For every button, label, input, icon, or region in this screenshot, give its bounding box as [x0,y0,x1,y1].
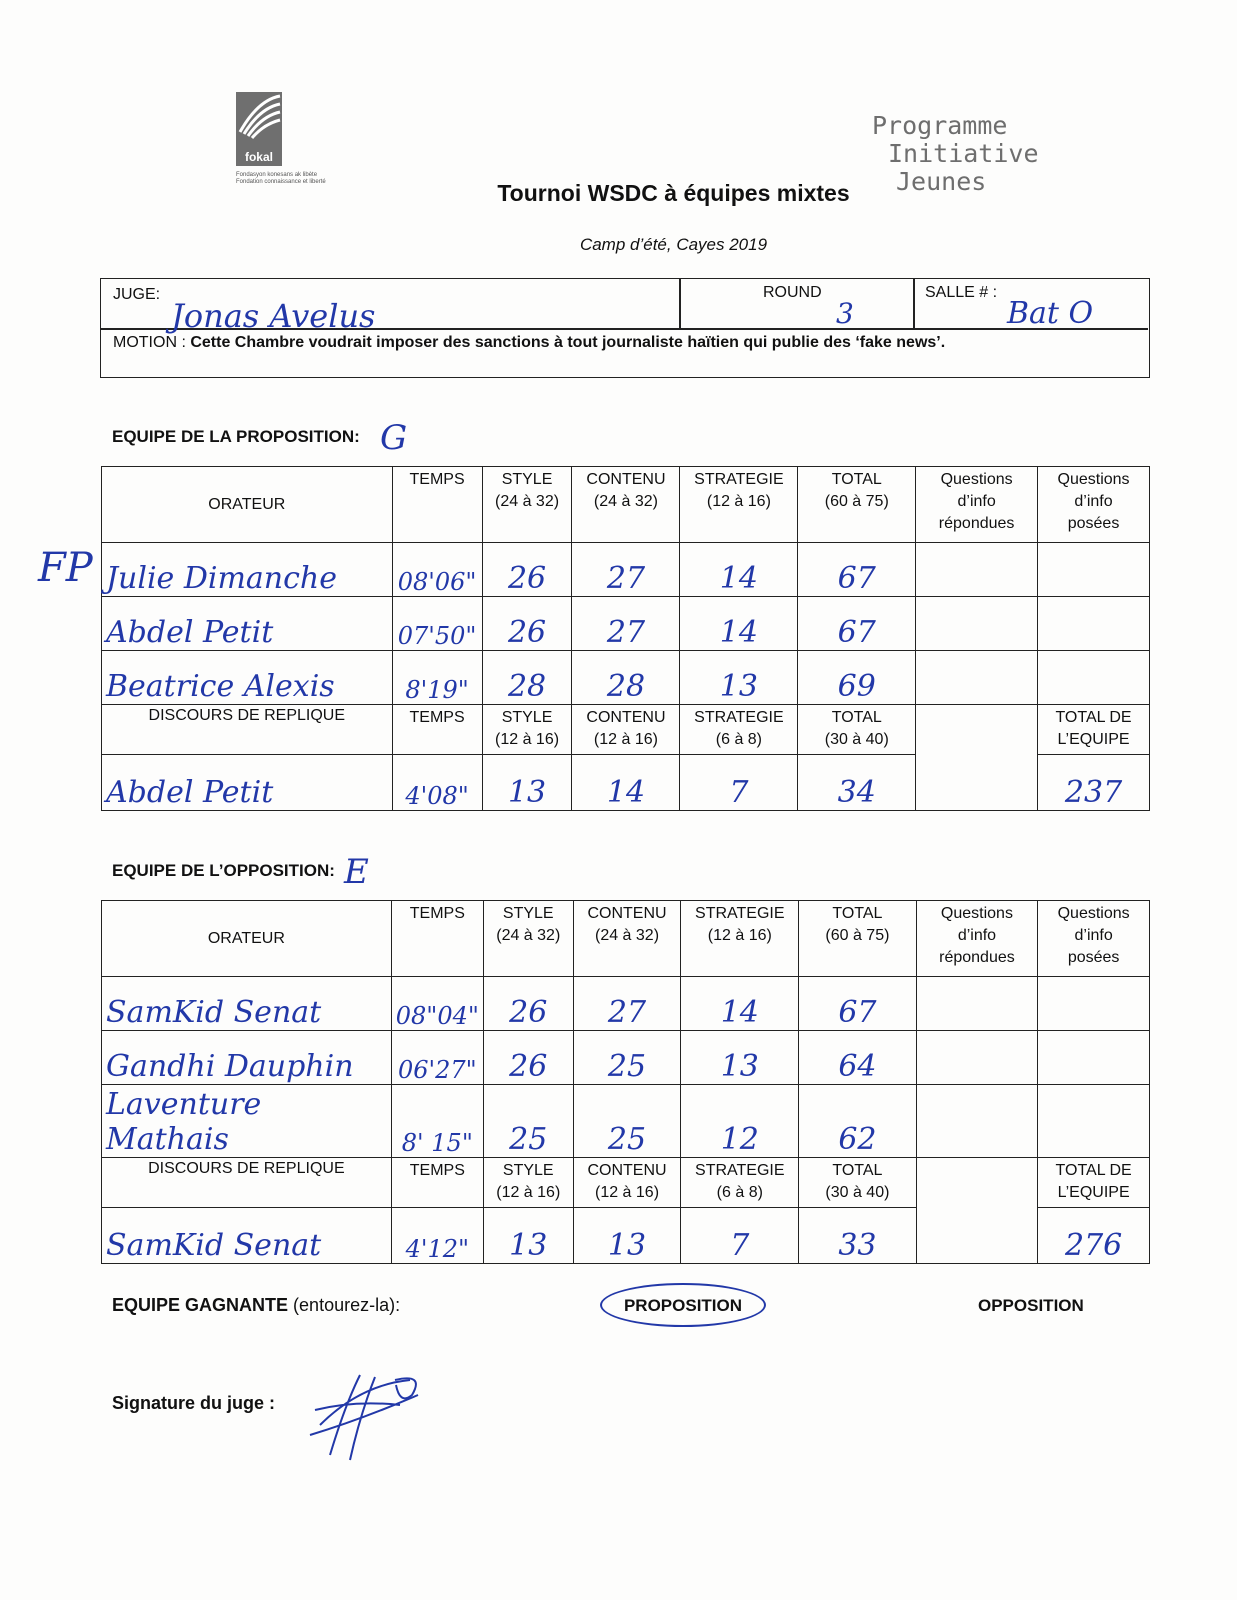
speaker-temps: 06'27" [391,1031,483,1085]
reply-total: 34 [798,755,916,811]
col-style: STYLE (24 à 32) [483,901,573,977]
speaker-total: 67 [798,597,916,651]
table-row [102,977,1150,1031]
salle-value: Bat O [1007,296,1094,331]
winner-option-proposition[interactable]: PROPOSITION [623,1296,743,1315]
col-contenu: CONTENU (12 à 16) [572,705,680,755]
speaker-strategie: 14 [680,543,798,597]
col-contenu: CONTENU (12 à 16) [573,1158,681,1208]
reply-contenu: 14 [572,755,680,811]
fokal-emblem-icon [236,92,282,148]
team-total: 237 [1038,755,1150,811]
reply-style: 13 [482,755,572,811]
speaker-name: Abdel Petit [102,597,393,651]
winner-prompt [112,1295,400,1316]
table-row [102,1031,1150,1085]
speaker-name: Beatrice Alexis [102,651,393,705]
speaker-temps: 07'50" [392,597,482,651]
speaker-style: 25 [483,1085,573,1158]
table-header-row [102,901,1150,977]
speaker-total: 64 [799,1031,916,1085]
proposition-label: EQUIPE DE LA PROPOSITION: [112,427,360,446]
speaker-contenu: 27 [573,977,681,1031]
questions-posees-cell [1038,543,1150,597]
questions-posees-cell [1038,1085,1150,1158]
speaker-style: 26 [483,977,573,1031]
reply-temps: 4'12" [391,1208,483,1264]
reply-contenu: 13 [573,1208,681,1264]
speaker-style: 26 [482,597,572,651]
table-row [102,651,1150,705]
table-header-row [102,467,1150,543]
speaker-name: Julie Dimanche [102,543,393,597]
page-title: Tournoi WSDC à équipes mixtes [497,180,850,206]
table-row [102,1085,1150,1158]
winner-label: EQUIPE GAGNANTE [112,1295,289,1315]
col-strategie: STRATEGIE (12 à 16) [680,467,798,543]
col-style: STYLE (12 à 16) [483,1158,573,1208]
speaker-total: 69 [798,651,916,705]
page-subtitle: Camp d’été, Cayes 2019 [579,235,768,254]
questions-repondues-cell [916,651,1038,705]
col-team-total: TOTAL DE L’EQUIPE [1038,705,1150,755]
winner-option-opposition[interactable]: OPPOSITION [978,1296,1084,1315]
col-discours-replique: DISCOURS DE REPLIQUE [102,705,393,755]
col-discours-replique: DISCOURS DE REPLIQUE [102,1158,392,1208]
speaker-strategie: 13 [680,651,798,705]
side-note: FP [38,545,93,591]
reply-strategie: 7 [681,1208,799,1264]
reply-speaker-name: SamKid Senat [102,1208,392,1264]
col-contenu: CONTENU (24 à 32) [573,901,681,977]
col-strategie: STRATEGIE (6 à 8) [680,705,798,755]
col-style: STYLE (12 à 16) [482,705,572,755]
opposition-table [101,900,1150,1264]
col-team-total: TOTAL DE L’EQUIPE [1038,1158,1150,1208]
speaker-style: 26 [482,543,572,597]
questions-repondues-cell [916,1085,1038,1158]
round-label: ROUND [763,284,822,301]
reply-style: 13 [483,1208,573,1264]
col-temps: TEMPS [391,1158,483,1208]
col-contenu: CONTENU (24 à 32) [572,467,680,543]
proposition-team: G [380,418,408,458]
reply-speaker-name: Abdel Petit [102,755,393,811]
col-temps: TEMPS [392,705,482,755]
col-orateur: ORATEUR [102,901,392,977]
motion-text: Cette Chambre voudrait imposer des sanctions à tout journaliste haïtien qui publie des ‘fake news’. [190,334,946,351]
reply-temps: 4'08" [392,755,482,811]
col-strategie: STRATEGIE (6 à 8) [681,1158,799,1208]
speaker-name: Gandhi Dauphin [102,1031,392,1085]
speaker-temps: 8'19" [392,651,482,705]
col-total: TOTAL (60 à 75) [799,901,916,977]
programme-initiative-jeunes-logo: Programme Initiative Jeunes [872,111,1039,196]
juge-label: JUGE: [113,286,161,303]
juge-value: Jonas Avelus [171,297,376,335]
speaker-temps: 08"04" [391,977,483,1031]
col-questions-repondues: Questions d’info répondues [916,901,1038,977]
col-total: TOTAL (60 à 75) [798,467,916,543]
speaker-name: SamKid Senat [102,977,392,1031]
blank-cell [916,1158,1038,1264]
col-questions-posees: Questions d’info posées [1038,467,1150,543]
speaker-temps: 8' 15" [391,1085,483,1158]
speaker-contenu: 27 [572,597,680,651]
questions-repondues-cell [916,977,1038,1031]
speaker-temps: 08'06" [392,543,482,597]
table-row [102,597,1150,651]
motion [113,334,945,352]
reply-header-row [102,1158,1150,1208]
speaker-strategie: 14 [680,597,798,651]
reply-header-row [102,705,1150,755]
speaker-contenu: 25 [573,1031,681,1085]
col-style: STYLE (24 à 32) [482,467,572,543]
speaker-style: 26 [483,1031,573,1085]
speaker-contenu: 28 [572,651,680,705]
speaker-strategie: 12 [681,1085,799,1158]
table-row [102,543,1150,597]
speaker-total: 62 [799,1085,916,1158]
logo-name: fokal [244,150,273,164]
speaker-total: 67 [799,977,916,1031]
col-total: TOTAL (30 à 40) [798,705,916,755]
winner-hint: (entourez-la): [293,1295,401,1315]
questions-posees-cell [1038,977,1150,1031]
questions-repondues-cell [916,543,1038,597]
team-total: 276 [1038,1208,1150,1264]
info-box [100,278,1150,378]
speaker-name: Laventure Mathais [102,1085,392,1158]
opposition-label: EQUIPE DE L’OPPOSITION: [112,861,335,880]
speaker-strategie: 13 [681,1031,799,1085]
speaker-style: 28 [482,651,572,705]
signature-label: Signature du juge : [112,1393,276,1413]
col-strategie: STRATEGIE (12 à 16) [681,901,799,977]
logo-subtitle: Fondasyon konesans ak libète Fondation connaissance et liberté [236,172,326,185]
round-value: 3 [836,297,854,330]
questions-repondues-cell [916,597,1038,651]
questions-posees-cell [1038,1031,1150,1085]
questions-repondues-cell [916,1031,1038,1085]
motion-label: MOTION : [113,334,186,351]
proposition-table [101,466,1150,811]
questions-posees-cell [1038,651,1150,705]
speaker-strategie: 14 [681,977,799,1031]
reply-strategie: 7 [680,755,798,811]
col-temps: TEMPS [392,467,482,543]
opposition-team: E [344,852,369,892]
speaker-total: 67 [798,543,916,597]
blank-cell [916,705,1038,811]
reply-total: 33 [799,1208,916,1264]
col-questions-repondues: Questions d’info répondues [916,467,1038,543]
questions-posees-cell [1038,597,1150,651]
col-temps: TEMPS [391,901,483,977]
col-total: TOTAL (30 à 40) [799,1158,916,1208]
signature-icon [300,1365,430,1465]
speaker-contenu: 27 [572,543,680,597]
salle-label: SALLE # : [925,284,998,301]
col-questions-posees: Questions d’info posées [1038,901,1150,977]
col-orateur: ORATEUR [102,467,393,543]
speaker-contenu: 25 [573,1085,681,1158]
